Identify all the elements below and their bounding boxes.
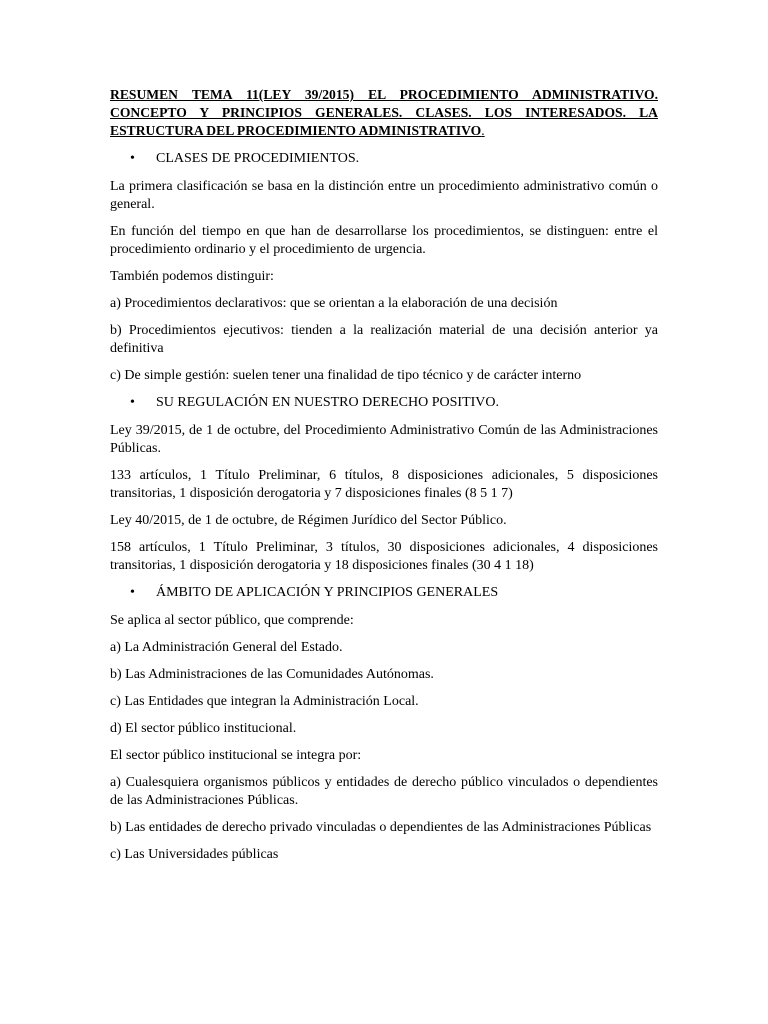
list-item: a) Cualesquiera organismos públicos y entidades de derecho público vinculados o dependientes de las Administraciones Públicas. — [110, 775, 658, 808]
section-heading-clases — [110, 150, 658, 168]
paragraph: La primera clasificación se basa en la distinción entre un procedimiento administrativo común o general. — [110, 179, 658, 212]
list-item: c) Las Universidades públicas — [110, 847, 279, 862]
paragraph: También podemos distinguir: — [110, 269, 274, 284]
bullet-icon: • — [130, 395, 135, 410]
section-heading-ambito — [110, 584, 658, 602]
bullet-icon: • — [130, 151, 135, 166]
document-title-text: RESUMEN TEMA 11(LEY 39/2015) EL PROCEDIMIENTO ADMINISTRATIVO. CONCEPTO Y PRINCIPIOS GENERALES. CLASES. LOS INTERESADOS. LA ESTRUCTURA DEL PROCEDIMIENTO ADMINISTRATIVO — [110, 87, 658, 138]
section-heading-text: CLASES DE PROCEDIMIENTOS. — [156, 151, 360, 166]
document-title-end: . — [481, 123, 485, 138]
list-item: a) La Administración General del Estado. — [110, 640, 343, 655]
paragraph: En función del tiempo en que han de desarrollarse los procedimientos, se distinguen: entre el procedimiento ordinario y el procedimiento de urgencia. — [110, 224, 658, 257]
list-item: b) Procedimientos ejecutivos: tienden a la realización material de una decisión anterior ya definitiva — [110, 323, 658, 356]
list-item: c) Las Entidades que integran la Administración Local. — [110, 694, 419, 709]
section-heading-regulacion — [110, 394, 658, 412]
document-title — [110, 86, 658, 140]
bullet-icon: • — [130, 585, 135, 600]
section-heading-text: SU REGULACIÓN EN NUESTRO DERECHO POSITIVO. — [156, 395, 499, 410]
list-item: b) Las entidades de derecho privado vinculadas o dependientes de las Administraciones Públicas — [110, 820, 652, 835]
paragraph: El sector público institucional se integra por: — [110, 748, 362, 763]
section-heading-text: ÁMBITO DE APLICACIÓN Y PRINCIPIOS GENERALES — [156, 585, 499, 600]
paragraph: Ley 40/2015, de 1 de octubre, de Régimen Jurídico del Sector Público. — [110, 513, 507, 528]
list-item: d) El sector público institucional. — [110, 721, 297, 736]
list-item: c) De simple gestión: suelen tener una finalidad de tipo técnico y de carácter interno — [110, 368, 582, 383]
list-item: b) Las Administraciones de las Comunidades Autónomas. — [110, 667, 434, 682]
paragraph: Se aplica al sector público, que comprende: — [110, 613, 354, 628]
paragraph: Ley 39/2015, de 1 de octubre, del Procedimiento Administrativo Común de las Administraciones Públicas. — [110, 423, 658, 456]
list-item: a) Procedimientos declarativos: que se orientan a la elaboración de una decisión — [110, 296, 558, 311]
paragraph: 158 artículos, 1 Título Preliminar, 3 títulos, 30 disposiciones adicionales, 4 disposiciones transitorias, 1 disposición derogatoria y 18 disposiciones finales (30 4 1 18) — [110, 540, 658, 573]
paragraph: 133 artículos, 1 Título Preliminar, 6 títulos, 8 disposiciones adicionales, 5 disposiciones transitorias, 1 disposición derogatoria y 7 disposiciones finales (8 5 1 7) — [110, 468, 658, 501]
